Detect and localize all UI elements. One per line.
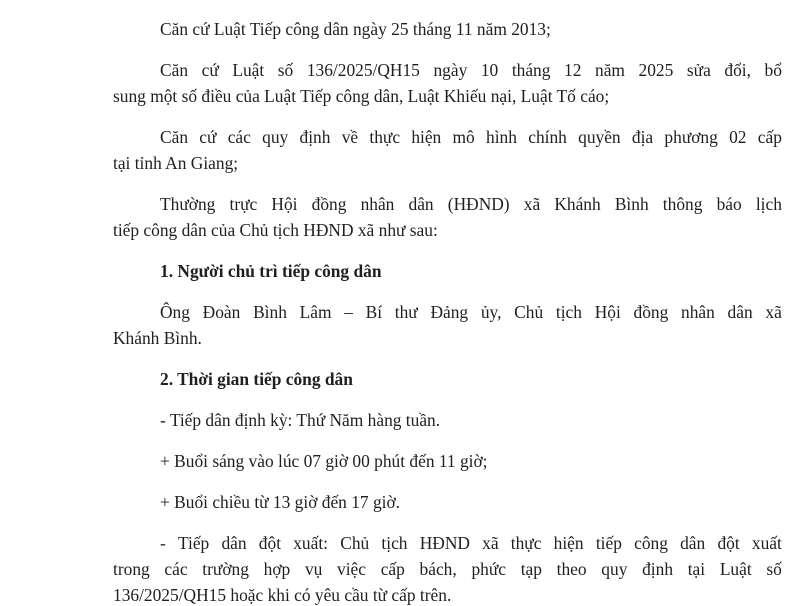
word: HĐND (419, 533, 470, 553)
word: xã (523, 194, 541, 214)
paragraph-legal-basis-law-136-line2: sung một số điều của Luật Tiếp công dân, Luật Khiếu nại, Luật Tố cáo; (113, 86, 610, 106)
word: quyền (578, 127, 621, 147)
word: phương (664, 127, 718, 147)
word: 12 (564, 60, 582, 80)
word: thư (394, 302, 418, 322)
word: đột (258, 533, 282, 553)
word: bổ (764, 60, 782, 80)
word: tháng (511, 60, 551, 80)
word: dân (221, 533, 247, 553)
word: trong (113, 559, 150, 579)
word: Hội (271, 194, 298, 214)
word: - (160, 533, 166, 553)
section-2-morning-session: + Buổi sáng vào lúc 07 giờ 00 phút đến 11 giờ; (160, 451, 488, 471)
paragraph-local-government-regulations-line2: tại tỉnh An Giang; (113, 153, 239, 173)
word: cứ (201, 60, 219, 80)
section-1-presider-line1 (160, 301, 782, 323)
word: về (341, 127, 359, 147)
word: phức (471, 559, 506, 579)
word: Ông (160, 302, 190, 322)
section-2-afternoon-session: + Buổi chiều từ 13 giờ đến 17 giờ. (160, 492, 401, 512)
word: các (227, 127, 251, 147)
section-2-extraordinary-reception-line2 (113, 558, 782, 580)
paragraph-local-government-regulations-line1 (160, 126, 782, 148)
word: xã (765, 302, 782, 322)
word: định (642, 559, 674, 579)
word: Bình (253, 302, 287, 322)
paragraph-announcement-line2: tiếp công dân của Chủ tịch HĐND xã như sau: (113, 220, 438, 240)
word: 136/2025/QH15 (306, 60, 420, 80)
section-2-periodic-reception: - Tiếp dân định kỳ: Thứ Năm hàng tuần. (160, 410, 441, 430)
word: 2025 (638, 60, 674, 80)
section-2-extraordinary-reception-line1 (160, 532, 782, 554)
word: lịch (755, 194, 782, 214)
word: 10 (480, 60, 499, 80)
word: quy (601, 559, 628, 579)
word: sửa (686, 60, 711, 80)
word: đổi, (724, 60, 751, 80)
paragraph-announcement-line1 (160, 193, 782, 215)
word: cứ (199, 127, 217, 147)
word: 02 (729, 127, 747, 147)
word: theo (556, 559, 587, 579)
word: cấp (757, 127, 782, 147)
word: quy (262, 127, 289, 147)
word: Khánh (554, 194, 601, 214)
word: xuất (751, 533, 782, 553)
word: hình (486, 127, 517, 147)
paragraph-legal-basis-law-136-line1 (160, 59, 782, 81)
word: nhân (360, 194, 395, 214)
word: thông (662, 194, 703, 214)
section-1-presider-line2: Khánh Bình. (113, 328, 202, 348)
word: công (634, 533, 668, 553)
word: Thường (160, 194, 216, 214)
word: Lâm (299, 302, 332, 322)
word: ngày (433, 60, 468, 80)
word: bách, (419, 559, 457, 579)
word: số (766, 559, 782, 579)
word: trường (202, 559, 249, 579)
word: Căn (160, 60, 189, 80)
word: các (164, 559, 188, 579)
word: nhân (681, 302, 715, 322)
paragraph-legal-basis-citizen-reception-law: Căn cứ Luật Tiếp công dân ngày 25 tháng 11 năm 2013; (160, 19, 551, 39)
section-2-extraordinary-reception-line3: 136/2025/QH15 hoặc khi có yêu cầu từ cấp trên. (113, 585, 452, 605)
word: thực (510, 533, 542, 553)
word: số (277, 60, 294, 80)
word: Hội (594, 302, 621, 322)
word: tiếp (595, 533, 622, 553)
word: Bí (365, 302, 383, 322)
word: hiện (553, 533, 584, 553)
word: báo (716, 194, 742, 214)
word: định (299, 127, 331, 147)
word: đột (717, 533, 740, 553)
word: đồng (311, 194, 347, 214)
word: thực (369, 127, 401, 147)
word: Luật (719, 559, 752, 579)
word: dân (727, 302, 753, 322)
word: Chủ (340, 533, 370, 553)
word: Căn (160, 127, 189, 147)
word: tịch (555, 302, 582, 322)
word: cấp (380, 559, 405, 579)
word: đồng (633, 302, 669, 322)
word: tạp (520, 559, 542, 579)
word: việc (337, 559, 366, 579)
word: Bình (614, 194, 649, 214)
word: ủy, (480, 302, 502, 322)
word: xuất: (293, 533, 329, 553)
section-2-heading: 2. Thời gian tiếp công dân (160, 369, 353, 389)
word: – (344, 302, 353, 322)
word: (HĐND) (447, 194, 510, 214)
word: dân (680, 533, 706, 553)
word: địa (631, 127, 654, 147)
word: vụ (304, 559, 323, 579)
word: năm (595, 60, 625, 80)
word: mô (452, 127, 475, 147)
word: tịch (381, 533, 408, 553)
word: trực (229, 194, 258, 214)
word: xã (482, 533, 499, 553)
word: Luật (232, 60, 265, 80)
word: Tiếp (178, 533, 210, 553)
word: Chủ (514, 302, 544, 322)
word: dân (408, 194, 434, 214)
word: Đảng (430, 302, 469, 322)
word: tại (687, 559, 706, 579)
section-1-heading: 1. Người chủ trì tiếp công dân (160, 261, 382, 281)
word: hiện (411, 127, 442, 147)
word: hợp (263, 559, 291, 579)
word: chính (528, 127, 567, 147)
word: Đoàn (202, 302, 241, 322)
